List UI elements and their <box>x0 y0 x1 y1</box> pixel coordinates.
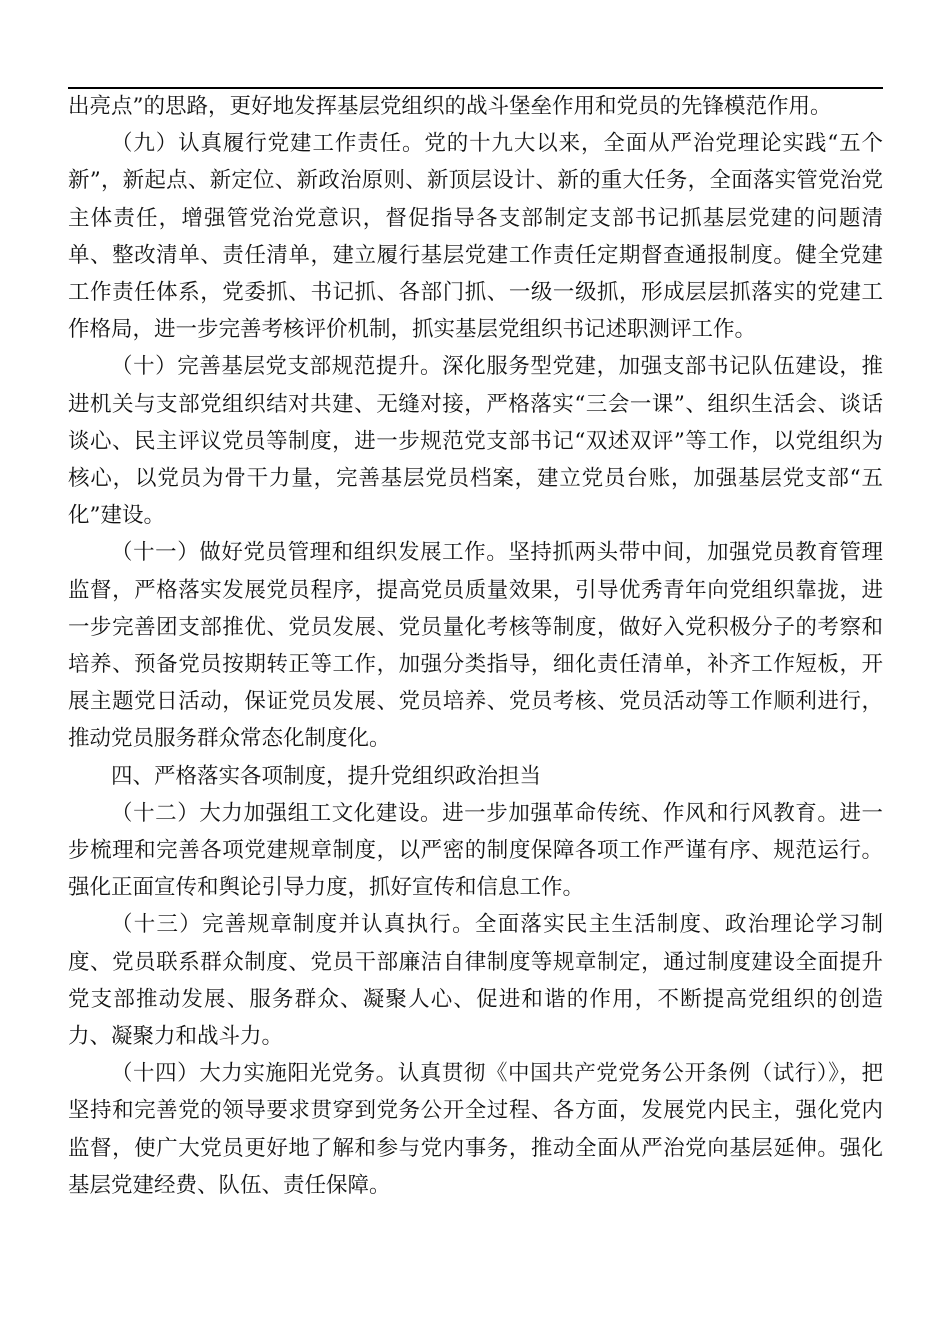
paragraph-item-10: （十）完善基层党支部规范提升。深化服务型党建，加强支部书记队伍建设，推进机关与支部党组织结对共建、无缝对接，严格落实“三会一课”、组织生活会、谈话谈心、民主评议党员等制度，进一步规范党支部书记“双述双评”等工作，以党组织为核心，以党员为骨干力量，完善基层党员档案，建立党员台账，加强基层党支部“五化”建设。 <box>68 354 883 529</box>
section-heading-4: 四、严格落实各项制度，提升党组织政治担当 <box>111 763 542 789</box>
paragraph-item-14: （十四）大力实施阳光党务。认真贯彻《中国共产党党务公开条例（试行）》，把坚持和完善党的领导要求贯穿到党务公开全过程、各方面，发展党内民主，强化党内监督，使广大党员更好地了解和参与党内事务，推动全面从严治党向基层延伸。强化基层党建经费、队伍、责任保障。 <box>68 1061 883 1198</box>
paragraph-item-13: （十三）完善规章制度并认真执行。全面落实民主生活制度、政治理论学习制度、党员联系群众制度、党员干部廉洁自律制度等规章制定，通过制度建设全面提升党支部推动发展、服务群众、凝聚人心、促进和谐的作用，不断提高党组织的创造力、凝聚力和战斗力。 <box>68 912 883 1050</box>
paragraph-continuation: 出亮点”的思路，更好地发挥基层党组织的战斗堡垒作用和党员的先锋模范作用。 <box>68 94 832 119</box>
paragraph-item-9: （九）认真履行党建工作责任。党的十九大以来，全面从严治党理论实践“五个新”，新起点、新定位、新政治原则、新顶层设计、新的重大任务，全面落实管党治党主体责任，增强管党治党意识，督促指导各支部制定支部书记抓基层党建的问题清单、整改清单、责任清单，建立履行基层党建工作责任定期督查通报制度。健全党建工作责任体系，党委抓、书记抓、各部门抓、一级一级抓，形成层层抓落实的党建工作格局，进一步完善考核评价机制，抓实基层党组织书记述职测评工作。 <box>68 131 883 343</box>
paragraph-item-11: （十一）做好党员管理和组织发展工作。坚持抓两头带中间，加强党员教育管理监督，严格落实发展党员程序，提高党员质量效果，引导优秀青年向党组织靠拢，进一步完善团支部推优、党员发展、党员量化考核等制度，做好入党积极分子的考察和培养、预备党员按期转正等工作，加强分类指导，细化责任清单，补齐工作短板，开展主题党日活动，保证党员发展、党员培养、党员考核、党员活动等工作顺利进行，推动党员服务群众常态化制度化。 <box>68 540 883 752</box>
document-body <box>68 88 883 1204</box>
paragraph-item-12: （十二）大力加强组工文化建设。进一步加强革命传统、作风和行风教育。进一步梳理和完善各项党建规章制度，以严密的制度保障各项工作严谨有序、规范运行。强化正面宣传和舆论引导力度，抓好宣传和信息工作。 <box>68 800 883 901</box>
